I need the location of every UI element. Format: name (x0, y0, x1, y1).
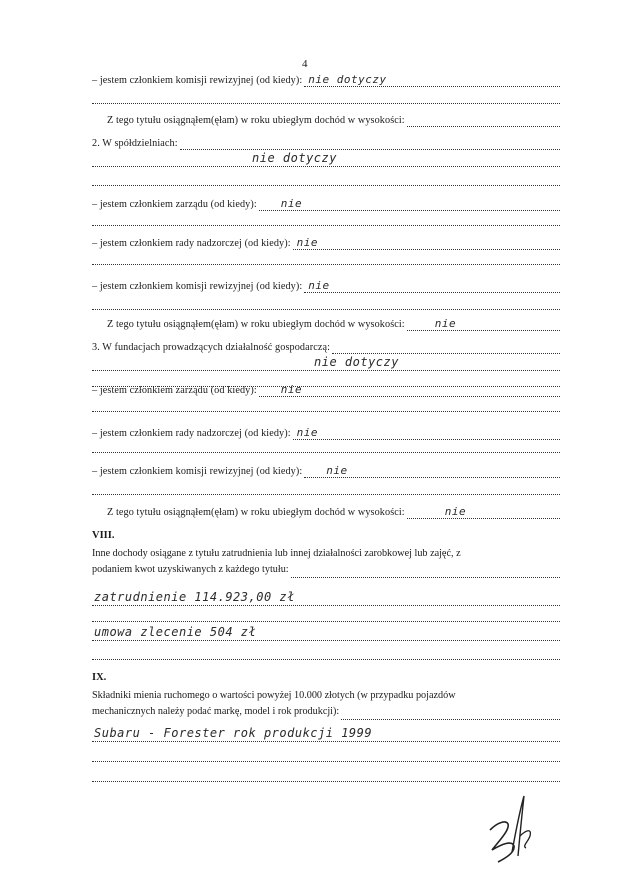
section-ix-para-line2-row (92, 704, 560, 720)
page-number: 4 (302, 58, 308, 70)
zarzad-2-answer: nie (280, 197, 303, 210)
dochod-2-answer: nie (434, 317, 457, 330)
blank-line (92, 494, 560, 495)
section-ix-fill[interactable] (341, 710, 560, 720)
zarzad-2-label: – jestem członkiem zarządu (od kiedy): (92, 199, 257, 210)
fundacje-answer: nie dotyczy (314, 355, 399, 369)
fundacje-answer-line[interactable] (92, 355, 560, 371)
dochod-1-line (107, 114, 560, 127)
section-ix-heading: IX. (92, 672, 107, 683)
rada-2-label: – jestem członkiem rady nadzorczej (od kiedy): (92, 238, 291, 249)
section-ix-answer-1-line[interactable] (92, 726, 560, 742)
zarzad-2-answer-field[interactable] (259, 197, 560, 211)
section-viii-fill[interactable] (291, 568, 560, 578)
rada-2-answer: nie (296, 236, 319, 249)
dochod-2-label: Z tego tytułu osiągnąłem(ęłam) w roku ubiegłym dochód w wysokości: (107, 319, 405, 330)
section-ix-paragraph (92, 688, 560, 720)
section-viii-answer-1: zatrudnienie 114.923,00 zł (94, 590, 295, 604)
section-viii-heading: VIII. (92, 530, 115, 541)
section-viii-para-line2-row (92, 562, 560, 578)
rewizyjna-2-answer-field[interactable] (304, 279, 560, 293)
rewizyjna-3-label: – jestem członkiem komisji rewizyjnej (od kiedy): (92, 466, 303, 477)
blank-line (92, 761, 560, 762)
spoldzielnie-answer: nie dotyczy (252, 151, 337, 165)
section-viii-para-line2: podaniem kwot uzyskiwanych z każdego tytułu: (92, 564, 289, 575)
zarzad-3-answer-field[interactable] (259, 383, 560, 397)
rada-3-answer: nie (296, 426, 319, 439)
zarzad-3-label: – jestem członkiem zarządu (od kiedy): (92, 385, 257, 396)
section-ix-para-line1: Składniki mienia ruchomego o wartości powyżej 10.000 złotych (w przypadku pojazdów (92, 690, 456, 701)
dochod-3-answer: nie (444, 505, 467, 518)
zarzad-3-line (92, 384, 560, 397)
handwritten-signature-icon (468, 790, 548, 870)
rewizyjna-2-answer: nie (308, 279, 330, 292)
rada-3-label: – jestem członkiem rady nadzorczej (od kiedy): (92, 428, 291, 439)
rewizyjna-2-label: – jestem członkiem komisji rewizyjnej (od kiedy): (92, 281, 303, 292)
rewizyjna-1-line (92, 74, 560, 87)
blank-line (92, 225, 560, 226)
zarzad-3-answer: nie (280, 383, 303, 396)
blank-line (92, 103, 560, 104)
dochod-1-label: Z tego tytułu osiągnąłem(ęłam) w roku ubiegłym dochód w wysokości: (107, 115, 405, 126)
section-viii-answer-2-line[interactable] (92, 625, 560, 641)
section-viii-answer-1-line[interactable] (92, 590, 560, 606)
blank-line (92, 781, 560, 782)
section-ix-answer-1: Subaru - Forester rok produkcji 1999 (94, 726, 373, 740)
rewizyjna-3-answer-field[interactable] (304, 464, 560, 478)
rewizyjna-3-line (92, 465, 560, 478)
spoldzielnie-answer-line[interactable] (92, 151, 560, 167)
rewizyjna-3-answer: nie (326, 464, 348, 477)
dochod-3-answer-field[interactable] (407, 505, 560, 519)
dochod-2-answer-field[interactable] (407, 317, 560, 331)
section-viii-paragraph (92, 546, 560, 578)
rada-2-answer-field[interactable] (293, 236, 560, 250)
spoldzielnie-line (92, 137, 560, 150)
rada-3-line (92, 427, 560, 440)
blank-line (92, 659, 560, 660)
rada-3-answer-field[interactable] (293, 426, 560, 440)
spoldzielnie-fill[interactable] (180, 140, 560, 150)
rewizyjna-1-answer-field[interactable] (304, 73, 560, 87)
blank-line (92, 621, 560, 622)
blank-line (92, 411, 560, 412)
section-viii-answer-2: umowa zlecenie 504 zł (94, 625, 257, 639)
dochod-2-line (107, 318, 560, 331)
blank-line (92, 185, 560, 186)
section-viii-para-line1: Inne dochody osiągane z tytułu zatrudnienia lub innej działalności zarobkowej lub zajęć, z (92, 548, 461, 559)
dochod-3-label: Z tego tytułu osiągnąłem(ęłam) w roku ubiegłym dochód w wysokości: (107, 507, 405, 518)
fundacje-label: 3. W fundacjach prowadzących działalność gospodarczą: (92, 342, 330, 353)
spoldzielnie-label: 2. W spółdzielniach: (92, 138, 178, 149)
section-ix-para-line2: mechanicznych należy podać markę, model i rok produkcji): (92, 706, 340, 717)
rewizyjna-1-label: – jestem członkiem komisji rewizyjnej (od kiedy): (92, 75, 303, 86)
rada-2-line (92, 237, 560, 250)
fundacje-fill[interactable] (332, 344, 560, 354)
dochod-3-line (107, 506, 560, 519)
rewizyjna-1-answer: nie dotyczy (308, 73, 387, 86)
fundacje-line (92, 341, 560, 354)
blank-line (92, 264, 560, 265)
blank-line (92, 309, 560, 310)
dochod-1-answer-field[interactable] (407, 117, 560, 127)
zarzad-2-line (92, 198, 560, 211)
blank-line (92, 452, 560, 453)
rewizyjna-2-line (92, 280, 560, 293)
